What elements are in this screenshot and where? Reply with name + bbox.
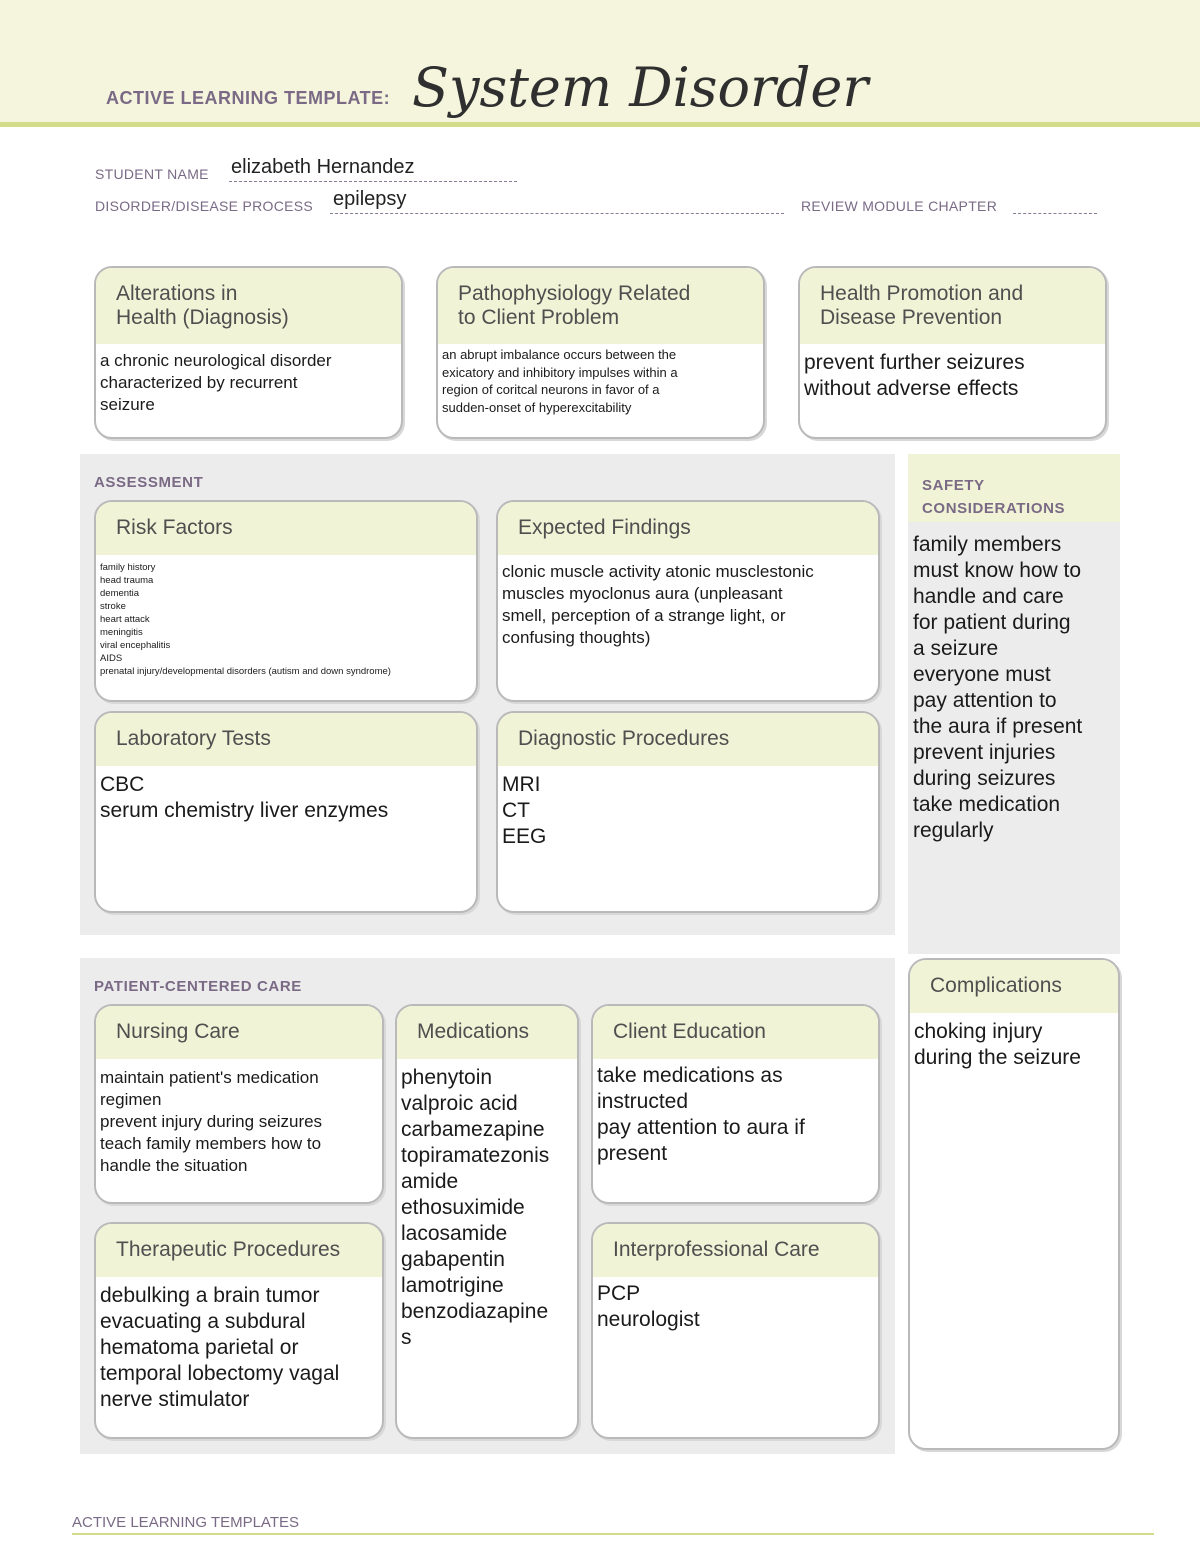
complications-body[interactable]: choking injury during the seizure bbox=[914, 1020, 1081, 1069]
diagnostic-procedures-title: Diagnostic Procedures bbox=[498, 713, 878, 766]
patient-centered-care-title: PATIENT-CENTERED CARE bbox=[94, 978, 302, 995]
expected-findings-body[interactable]: clonic muscle activity atonic musclestonic muscles myoclonus aura (unpleasant smell, perception of a strange light, or confusing thoughts) bbox=[502, 562, 814, 647]
laboratory-tests-body[interactable]: CBC serum chemistry liver enzymes bbox=[100, 773, 389, 822]
pathophysiology-box bbox=[436, 266, 765, 439]
alterations-title: Alterations in Health (Diagnosis) bbox=[96, 268, 401, 344]
expected-findings-box bbox=[496, 500, 880, 702]
laboratory-tests-box bbox=[94, 711, 478, 913]
risk-factors-box bbox=[94, 500, 478, 702]
diagnostic-procedures-box bbox=[496, 711, 880, 913]
interprofessional-care-box bbox=[591, 1222, 880, 1439]
disorder-underline bbox=[330, 213, 784, 214]
therapeutic-procedures-box bbox=[94, 1222, 384, 1439]
client-education-box bbox=[591, 1004, 880, 1204]
assessment-title: ASSESSMENT bbox=[94, 474, 204, 491]
nursing-care-box bbox=[94, 1004, 384, 1204]
footer-text: ACTIVE LEARNING TEMPLATES bbox=[72, 1514, 299, 1531]
nursing-care-title: Nursing Care bbox=[96, 1006, 382, 1059]
health-promotion-box bbox=[798, 266, 1107, 439]
alterations-body[interactable]: a chronic neurological disorder characterized by recurrent seizure bbox=[100, 351, 332, 414]
pathophysiology-title: Pathophysiology Related to Client Problem bbox=[438, 268, 763, 344]
pathophysiology-body[interactable]: an abrupt imbalance occurs between the exicatory and inhibitory impulses within a region of coritcal neurons in favor of a sudden-onset of hyperexcitability bbox=[442, 347, 678, 415]
expected-findings-title: Expected Findings bbox=[498, 502, 878, 555]
nursing-care-body[interactable]: maintain patient's medication regimen prevent injury during seizures teach family members how to handle the situation bbox=[100, 1068, 323, 1175]
review-module-label: REVIEW MODULE CHAPTER bbox=[801, 198, 998, 214]
laboratory-tests-title: Laboratory Tests bbox=[96, 713, 476, 766]
disorder-value[interactable]: epilepsy bbox=[333, 188, 407, 210]
student-name-value[interactable]: elizabeth Hernandez bbox=[231, 156, 415, 178]
health-promotion-title: Health Promotion and Disease Prevention bbox=[800, 268, 1105, 344]
health-promotion-body[interactable]: prevent further seizures without adverse effects bbox=[804, 351, 1025, 400]
risk-factors-body[interactable]: family history head trauma dementia stroke heart attack meningitis viral encephalitis AIDS prenatal injury/developmental disorders (autism and down syndrome) bbox=[100, 562, 391, 677]
client-education-body[interactable]: take medications as instructed pay attention to aura if present bbox=[597, 1064, 805, 1165]
template-title: System Disorder bbox=[412, 56, 869, 119]
safety-body[interactable]: family members must know how to handle and care for patient during a seizure everyone must pay attention to the aura if present prevent injuries during seizures take medication regularly bbox=[913, 533, 1083, 842]
medications-box bbox=[395, 1004, 579, 1439]
footer-divider bbox=[72, 1533, 1154, 1535]
alterations-box bbox=[94, 266, 403, 439]
therapeutic-procedures-body[interactable]: debulking a brain tumor evacuating a subdural hematoma parietal or temporal lobectomy vagal nerve stimulator bbox=[100, 1284, 340, 1411]
risk-factors-title: Risk Factors bbox=[96, 502, 476, 555]
complications-box bbox=[908, 958, 1120, 1450]
header-divider bbox=[0, 122, 1200, 127]
review-module-underline bbox=[1013, 213, 1097, 214]
student-name-underline bbox=[229, 181, 517, 182]
therapeutic-procedures-title: Therapeutic Procedures bbox=[96, 1224, 382, 1277]
medications-body[interactable]: phenytoin valproic acid carbamezapine topiramatezonis amide ethosuximide lacosamide gabapentin lamotrigine benzodiazapine s bbox=[401, 1066, 550, 1349]
template-label: ACTIVE LEARNING TEMPLATE: bbox=[106, 88, 391, 108]
student-name-label: STUDENT NAME bbox=[95, 166, 209, 182]
medications-title: Medications bbox=[397, 1006, 577, 1059]
client-education-title: Client Education bbox=[593, 1006, 878, 1059]
complications-title: Complications bbox=[910, 960, 1118, 1013]
diagnostic-procedures-body[interactable]: MRI CT EEG bbox=[502, 773, 547, 848]
disorder-label: DISORDER/DISEASE PROCESS bbox=[95, 198, 314, 214]
safety-title: SAFETY CONSIDERATIONS bbox=[922, 477, 1066, 517]
interprofessional-care-body[interactable]: PCP neurologist bbox=[597, 1282, 700, 1331]
interprofessional-care-title: Interprofessional Care bbox=[593, 1224, 878, 1277]
